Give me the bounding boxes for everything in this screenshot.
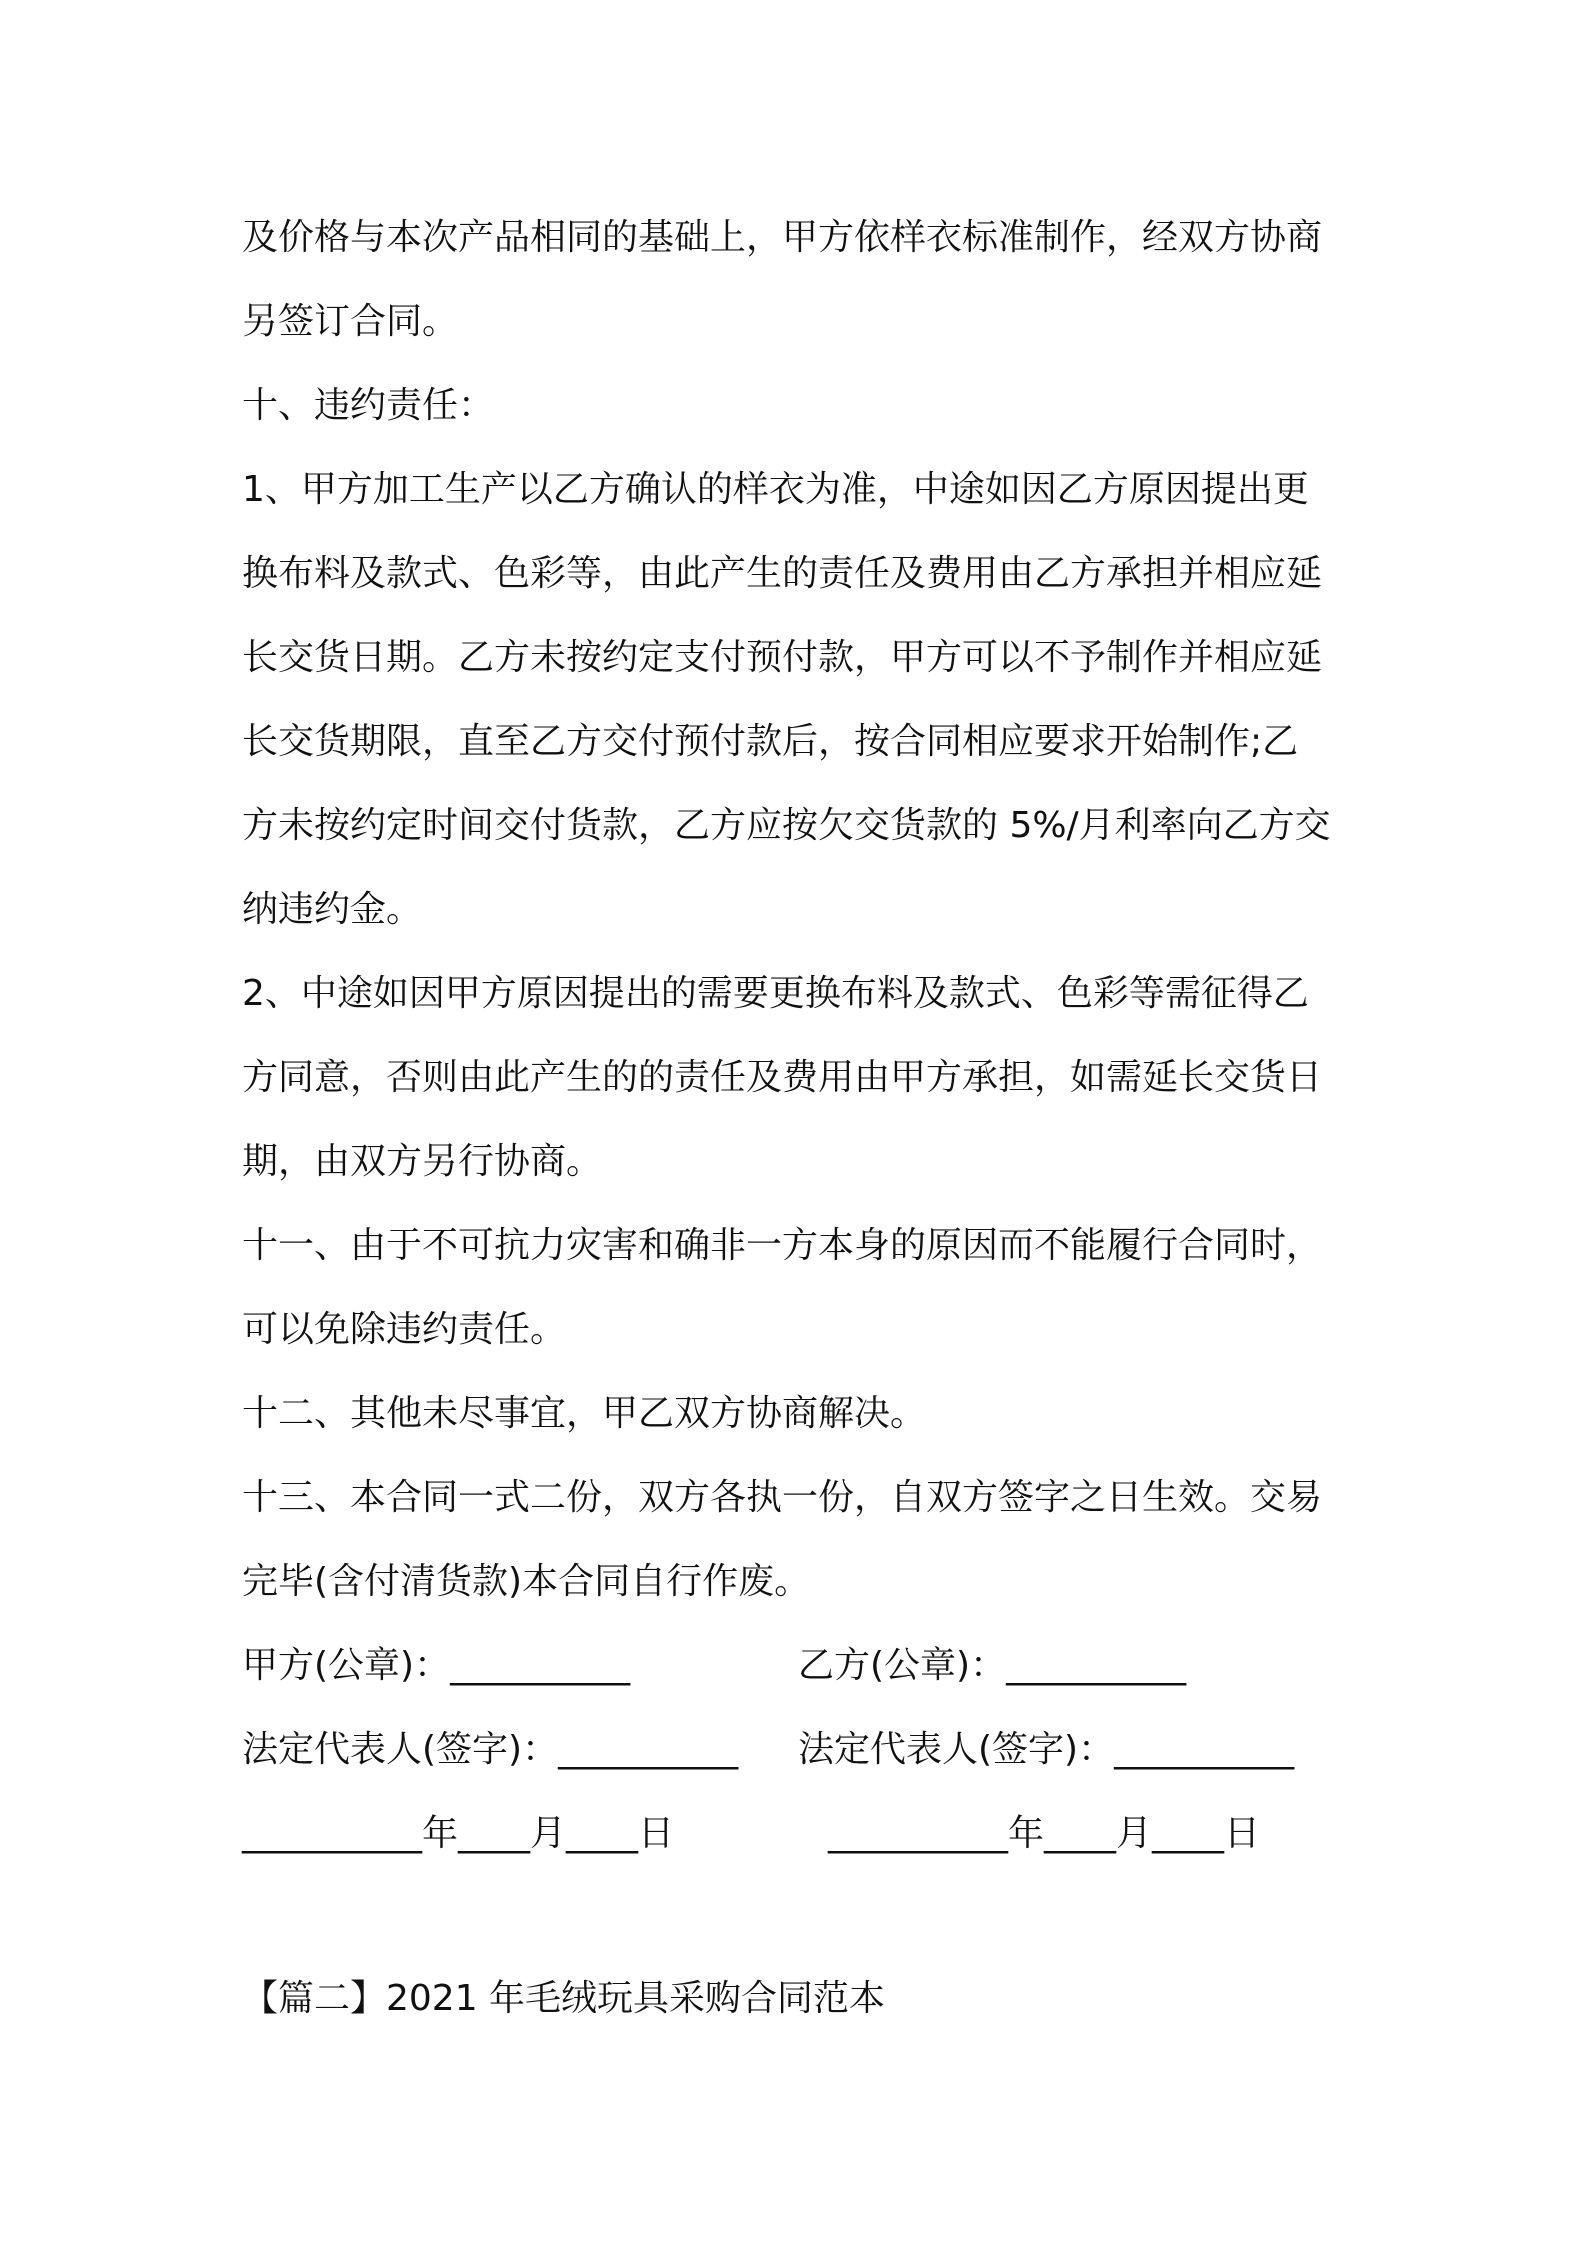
body-line: 期，由双方另行协商。	[242, 1141, 603, 1182]
signature-row-seal	[242, 1624, 1358, 1708]
signature-row-date	[242, 1792, 1358, 1876]
body-line: 另签订合同。	[242, 301, 459, 342]
contract-body	[242, 196, 1358, 1876]
body-line: 长交货期限，直至乙方交付预付款后，按合同相应要求开始制作;乙	[242, 721, 1299, 762]
body-line: 2、中途如因甲方原因提出的需要更换布料及款式、色彩等需征得乙	[242, 973, 1309, 1014]
clause-force-majeure: 十一、由于不可抗力灾害和确非一方本身的原因而不能履行合同时，	[242, 1225, 1323, 1266]
body-line: 完毕(含付清货款)本合同自行作废。	[242, 1561, 811, 1602]
party-b-seal-field: 乙方(公章)：__________	[798, 1645, 1187, 1686]
clause-heading-breach: 十、违约责任：	[242, 385, 495, 426]
body-line: 换布料及款式、色彩等，由此产生的责任及费用由乙方承担并相应延	[242, 553, 1323, 594]
next-section-title: 【篇二】2021 年毛绒玩具采购合同范本	[242, 1978, 886, 2019]
party-b-date-field: __________年____月____日	[828, 1813, 1260, 1854]
body-line: 及价格与本次产品相同的基础上，甲方依样衣标准制作，经双方协商	[242, 217, 1323, 258]
body-line: 方未按约定时间交付货款，乙方应按欠交货款的 5%/月利率向乙方交	[242, 805, 1331, 846]
party-a-date-field: __________年____月____日	[242, 1813, 674, 1854]
body-line: 可以免除违约责任。	[242, 1309, 567, 1350]
body-line: 1、甲方加工生产以乙方确认的样衣为准，中途如因乙方原因提出更	[242, 469, 1309, 510]
body-line: 长交货日期。乙方未按约定支付预付款，甲方可以不予制作并相应延	[242, 637, 1323, 678]
clause-copies: 十三、本合同一式二份，双方各执一份，自双方签字之日生效。交易	[242, 1477, 1323, 1518]
signature-row-representative	[242, 1708, 1358, 1792]
party-a-representative-field: 法定代表人(签字)：__________	[242, 1729, 739, 1770]
clause-other-matters: 十二、其他未尽事宜，甲乙双方协商解决。	[242, 1393, 927, 1434]
body-line: 纳违约金。	[242, 889, 423, 930]
party-b-representative-field: 法定代表人(签字)：__________	[798, 1729, 1295, 1770]
party-a-seal-field: 甲方(公章)：__________	[242, 1645, 631, 1686]
body-line: 方同意，否则由此产生的的责任及费用由甲方承担，如需延长交货日	[242, 1057, 1323, 1098]
